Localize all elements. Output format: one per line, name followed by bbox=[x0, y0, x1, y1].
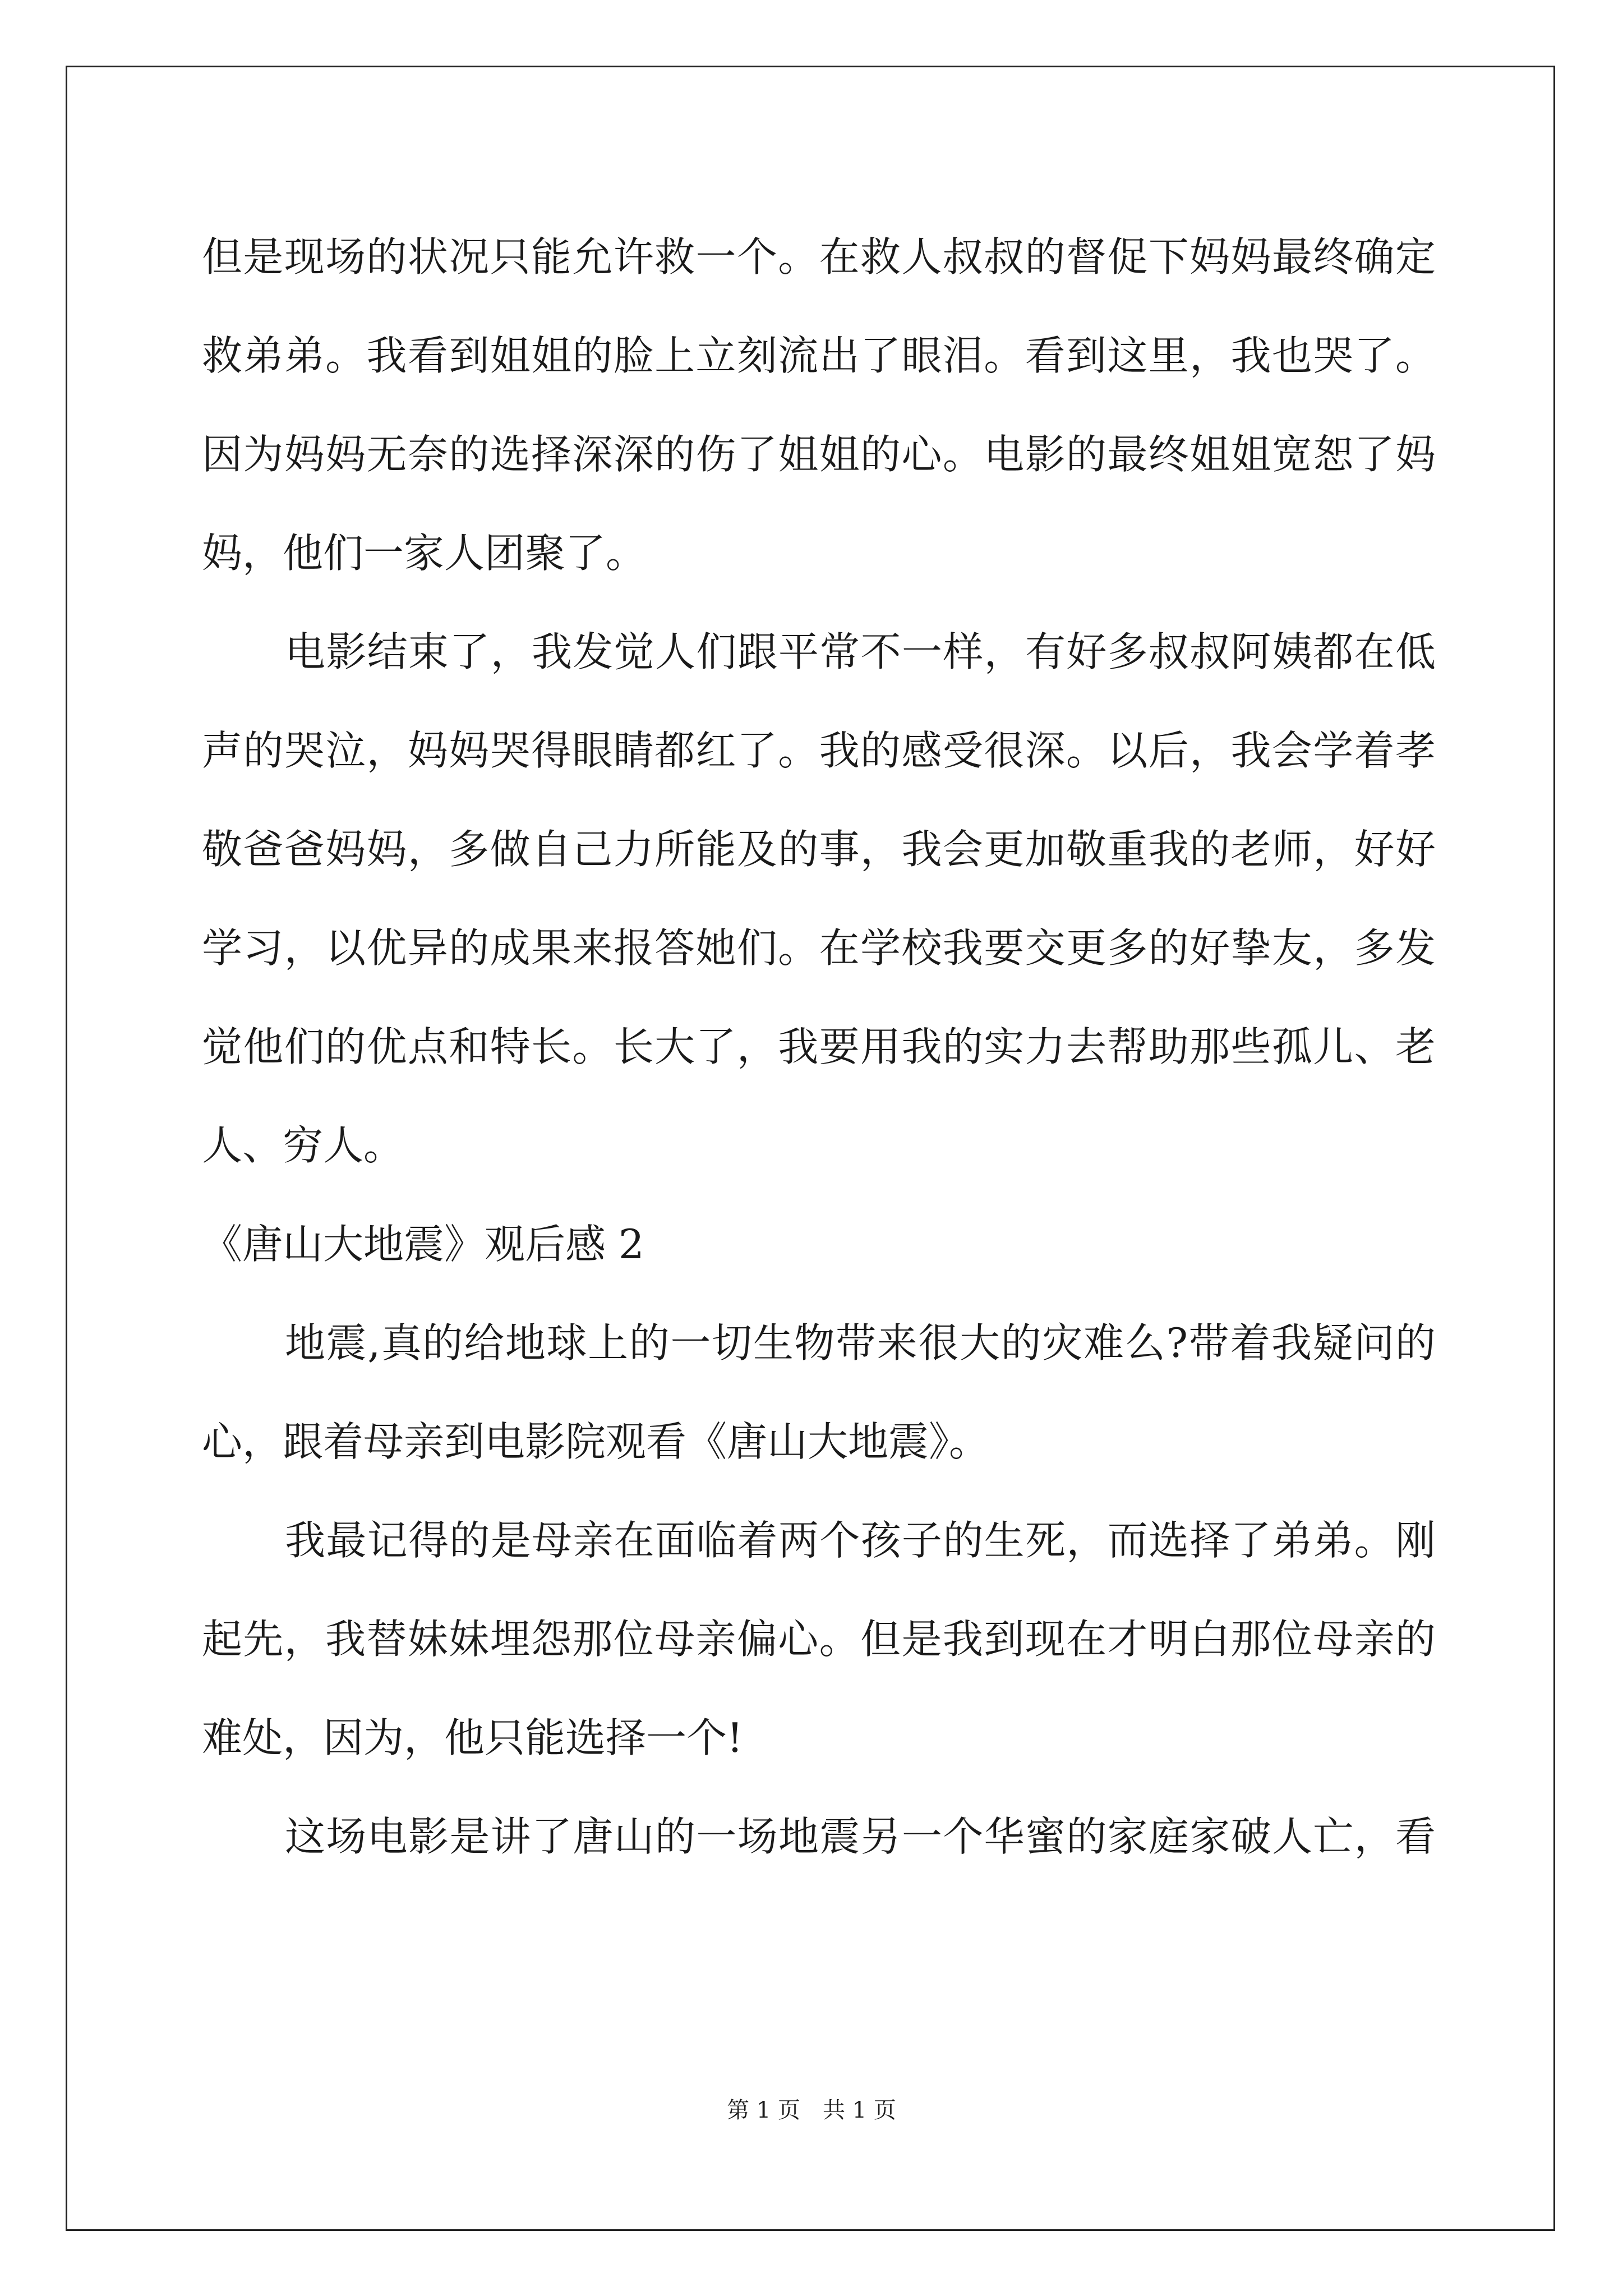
section-heading: 《唐山大地震》观后感 2 bbox=[202, 1221, 644, 1268]
text-line: 觉他们的优点和特长。长大了，我要用我的实力去帮助那些孤儿、老 bbox=[202, 1023, 1436, 1070]
text-line: 因为妈妈无奈的选择深深的伤了姐姐的心。电影的最终姐姐宽恕了妈 bbox=[202, 431, 1436, 478]
text-line: 敬爸爸妈妈，多做自己力所能及的事，我会更加敬重我的老师，好好 bbox=[202, 826, 1436, 873]
text-line: 救弟弟。我看到姐姐的脸上立刻流出了眼泪。看到这里，我也哭了。 bbox=[202, 332, 1436, 379]
text-line: 地震,真的给地球上的一切生物带来很大的灾难么?带着我疑问的 bbox=[285, 1319, 1436, 1366]
text-line: 人、穷人。 bbox=[202, 1122, 404, 1169]
text-line: 声的哭泣，妈妈哭得眼睛都红了。我的感受很深。以后，我会学着孝 bbox=[202, 727, 1436, 774]
text-line: 学习，以优异的成果来报答她们。在学校我要交更多的好挚友，多发 bbox=[202, 924, 1436, 972]
text-line: 电影结束了，我发觉人们跟平常不一样，有好多叔叔阿姨都在低 bbox=[285, 628, 1436, 675]
text-line: 难处，因为，他只能选择一个! bbox=[202, 1714, 743, 1761]
text-line: 这场电影是讲了唐山的一场地震另一个华蜜的家庭家破人亡，看 bbox=[285, 1813, 1436, 1860]
document-body bbox=[202, 208, 1436, 1886]
text-line: 起先，我替妹妹埋怨那位母亲偏心。但是我到现在才明白那位母亲的 bbox=[202, 1616, 1436, 1663]
text-line: 心，跟着母亲到电影院观看《唐山大地震》。 bbox=[202, 1418, 990, 1465]
page-footer: 第 1 页 共 1 页 bbox=[727, 2097, 896, 2123]
text-line: 我最记得的是母亲在面临着两个孩子的生死，而选择了弟弟。刚 bbox=[285, 1517, 1436, 1564]
text-line: 妈，他们一家人团聚了。 bbox=[202, 530, 647, 577]
text-line: 但是现场的状况只能允许救一个。在救人叔叔的督促下妈妈最终确定 bbox=[202, 233, 1436, 280]
